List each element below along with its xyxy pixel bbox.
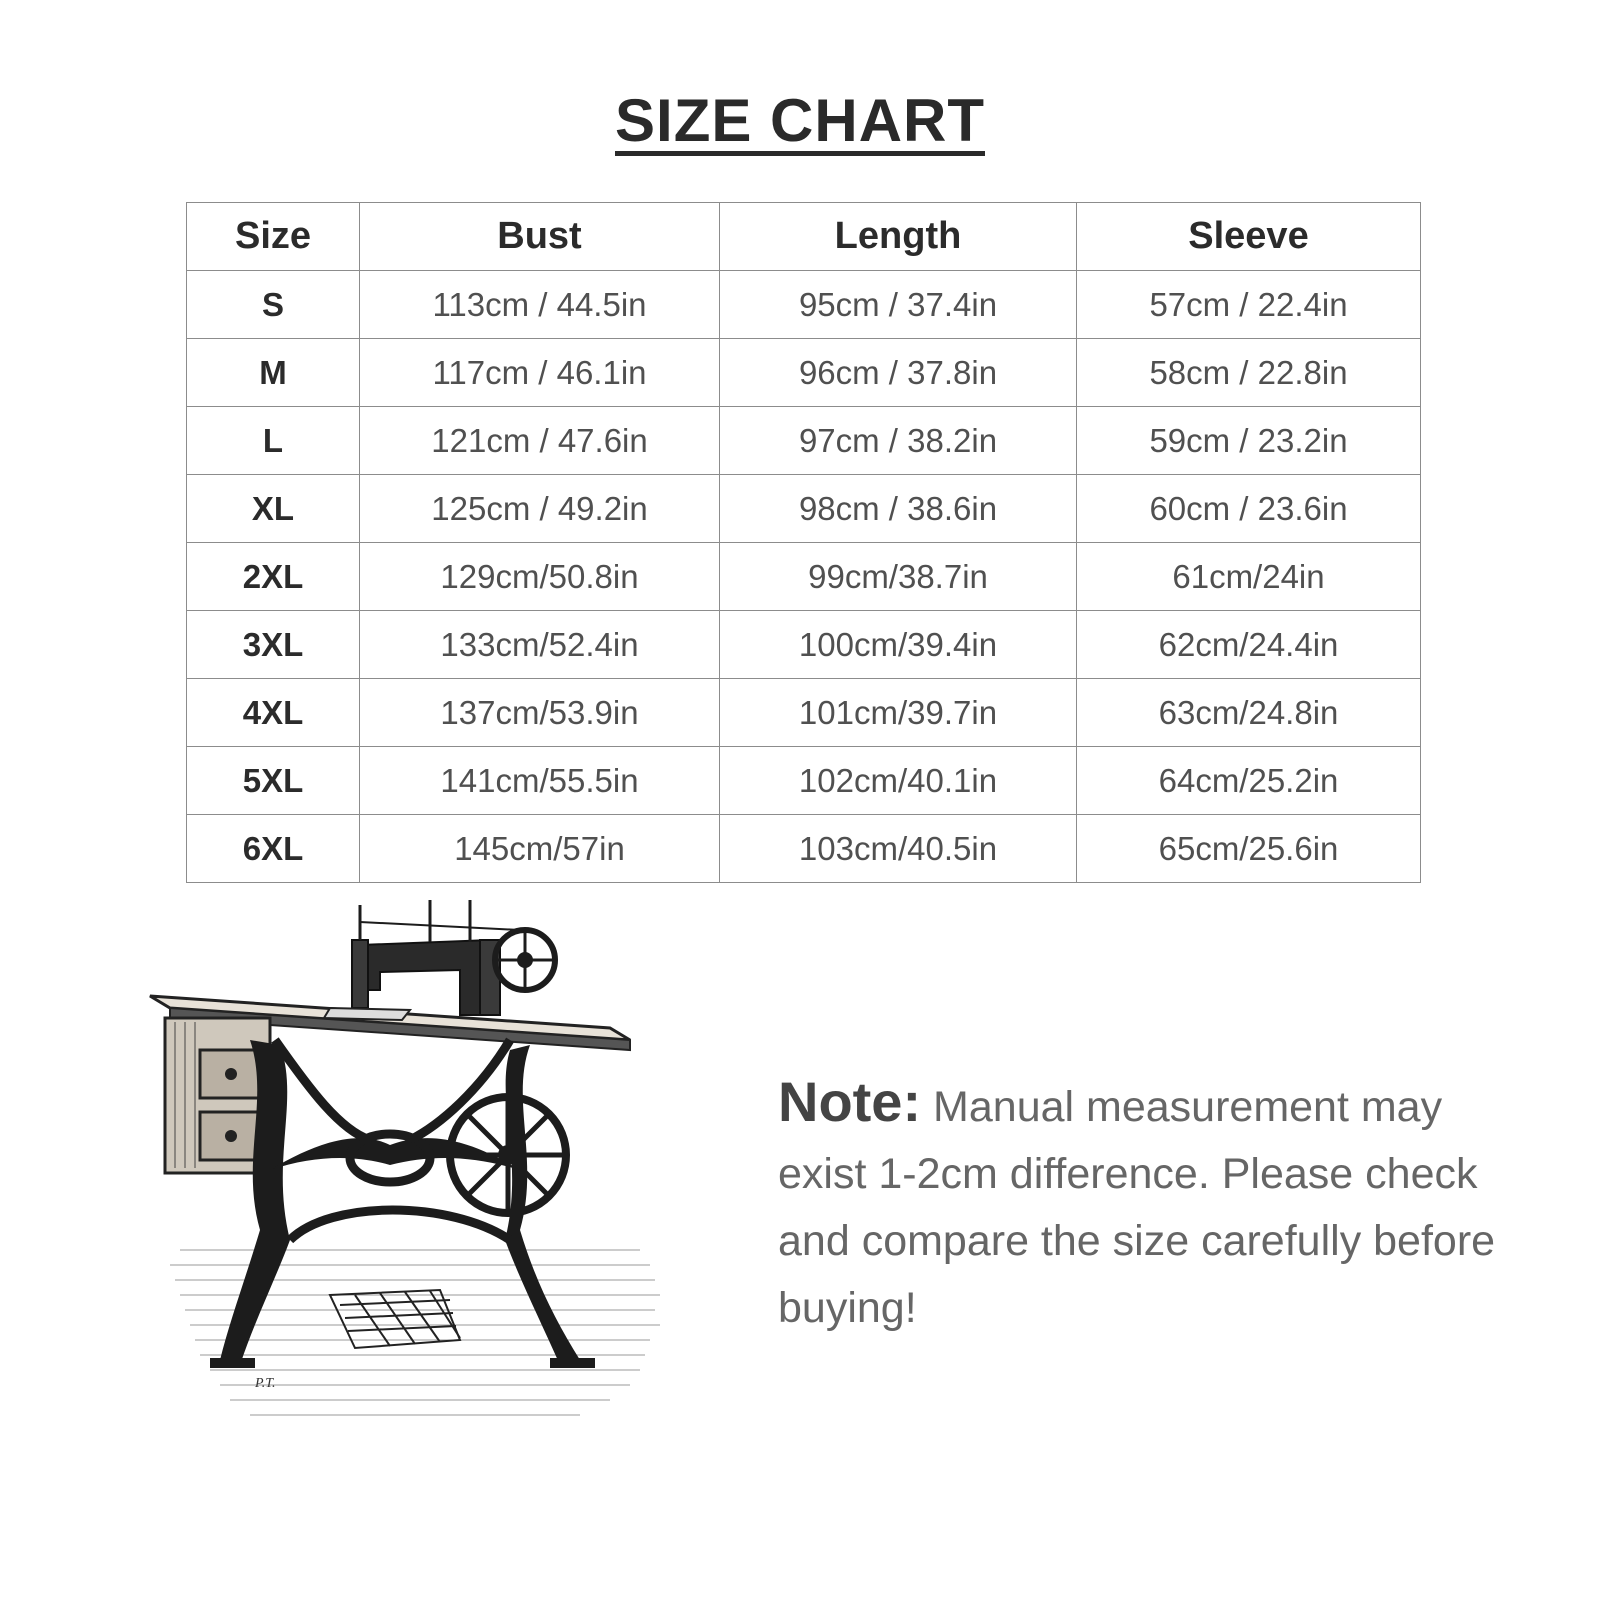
- note-text: Manual measurement may exist 1-2cm difference. Please check and compare the size carefully before buying!: [778, 1083, 1496, 1332]
- title-text: SIZE CHART: [615, 87, 985, 154]
- length-cell: 98cm / 38.6in: [720, 475, 1077, 543]
- length-cell: 100cm/39.4in: [720, 611, 1077, 679]
- bust-cell: 113cm / 44.5in: [360, 271, 720, 339]
- bust-cell: 129cm/50.8in: [360, 543, 720, 611]
- size-cell: L: [187, 407, 360, 475]
- sleeve-cell: 60cm / 23.6in: [1077, 475, 1421, 543]
- size-cell: 4XL: [187, 679, 360, 747]
- length-cell: 99cm/38.7in: [720, 543, 1077, 611]
- bust-cell: 125cm / 49.2in: [360, 475, 720, 543]
- header-sleeve: Sleeve: [1077, 203, 1421, 271]
- sleeve-cell: 64cm/25.2in: [1077, 747, 1421, 815]
- table-row: [187, 543, 1421, 611]
- note-paragraph: [778, 1068, 1498, 1342]
- table-row: [187, 611, 1421, 679]
- bust-cell: 137cm/53.9in: [360, 679, 720, 747]
- size-cell: XL: [187, 475, 360, 543]
- table-row: [187, 407, 1421, 475]
- sleeve-cell: 62cm/24.4in: [1077, 611, 1421, 679]
- size-cell: M: [187, 339, 360, 407]
- header-length: Length: [720, 203, 1077, 271]
- note-label: Note:: [778, 1070, 922, 1133]
- table-row: [187, 339, 1421, 407]
- size-cell: 2XL: [187, 543, 360, 611]
- sleeve-cell: 63cm/24.8in: [1077, 679, 1421, 747]
- length-cell: 96cm / 37.8in: [720, 339, 1077, 407]
- header-size: Size: [187, 203, 360, 271]
- sleeve-cell: 61cm/24in: [1077, 543, 1421, 611]
- length-cell: 95cm / 37.4in: [720, 271, 1077, 339]
- sewing-machine-icon: [140, 900, 680, 1460]
- bust-cell: 121cm / 47.6in: [360, 407, 720, 475]
- size-cell: 5XL: [187, 747, 360, 815]
- length-cell: 97cm / 38.2in: [720, 407, 1077, 475]
- length-cell: 103cm/40.5in: [720, 815, 1077, 883]
- table-row: [187, 679, 1421, 747]
- size-cell: 3XL: [187, 611, 360, 679]
- sleeve-cell: 65cm/25.6in: [1077, 815, 1421, 883]
- sleeve-cell: 59cm / 23.2in: [1077, 407, 1421, 475]
- table-row: [187, 271, 1421, 339]
- size-cell: S: [187, 271, 360, 339]
- header-bust: Bust: [360, 203, 720, 271]
- bust-cell: 133cm/52.4in: [360, 611, 720, 679]
- size-cell: 6XL: [187, 815, 360, 883]
- size-chart-table: [186, 202, 1421, 883]
- length-cell: 101cm/39.7in: [720, 679, 1077, 747]
- page-title: [0, 86, 1600, 155]
- sleeve-cell: 57cm / 22.4in: [1077, 271, 1421, 339]
- bust-cell: 117cm / 46.1in: [360, 339, 720, 407]
- illustration-signature: P.T.: [255, 1376, 276, 1391]
- bust-cell: 145cm/57in: [360, 815, 720, 883]
- table-row: [187, 475, 1421, 543]
- bust-cell: 141cm/55.5in: [360, 747, 720, 815]
- table-row: [187, 747, 1421, 815]
- length-cell: 102cm/40.1in: [720, 747, 1077, 815]
- table-row: [187, 815, 1421, 883]
- sleeve-cell: 58cm / 22.8in: [1077, 339, 1421, 407]
- table-header-row: [187, 203, 1421, 271]
